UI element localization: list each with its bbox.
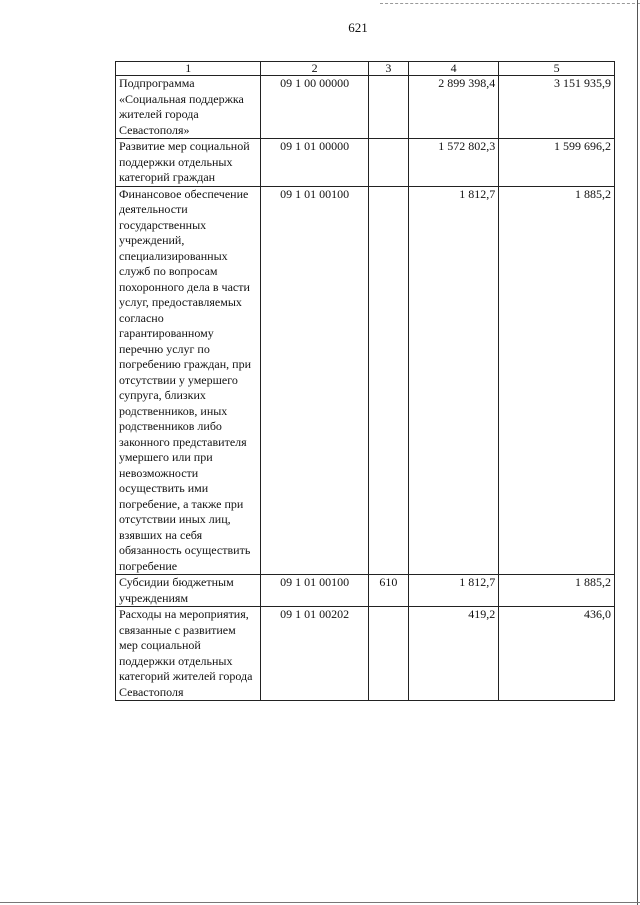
scan-edge-top	[380, 3, 640, 4]
column-header: 4	[409, 62, 499, 76]
row-code-cell: 09 1 01 00100	[261, 186, 368, 575]
table-row	[116, 139, 615, 187]
row-sum2-cell: 1 599 696,2	[499, 139, 615, 187]
scan-edge-right	[637, 0, 638, 905]
table-row	[116, 76, 615, 139]
page-number: 621	[348, 20, 368, 35]
row-sum2-cell: 3 151 935,9	[499, 76, 615, 139]
table-header-row	[116, 62, 615, 76]
row-kvr-cell	[368, 607, 408, 701]
row-code-cell: 09 1 01 00100	[261, 575, 368, 607]
row-name-cell: Расходы на мероприятия, связанные с развитием мер социальной поддержки отдельных категорий жителей города Севастополя	[116, 607, 261, 701]
row-name-cell: Развитие мер социальной поддержки отдельных категорий граждан	[116, 139, 261, 187]
row-sum2-cell: 436,0	[499, 607, 615, 701]
row-sum1-cell: 2 899 398,4	[409, 76, 499, 139]
row-sum2-cell: 1 885,2	[499, 186, 615, 575]
row-code-cell: 09 1 00 00000	[261, 76, 368, 139]
row-kvr-cell: 610	[368, 575, 408, 607]
row-kvr-cell	[368, 139, 408, 187]
column-header: 3	[368, 62, 408, 76]
table-row	[116, 607, 615, 701]
column-header: 1	[116, 62, 261, 76]
column-header: 2	[261, 62, 368, 76]
row-code-cell: 09 1 01 00000	[261, 139, 368, 187]
column-header: 5	[499, 62, 615, 76]
row-name-cell: Финансовое обеспечение деятельности государственных учреждений, специализированных служб по вопросам похоронного дела в части услуг, предоставляемых согласно гарантированному перечню услуг по погребению граждан, при отсутствии у умершего супруга, близких родственников, иных родственников либо законного представителя умершего или при невозможности осуществить ими погребение, а также при отсутствии иных лиц, взявших на себя обязанность осуществить погребение	[116, 186, 261, 575]
row-name-cell: Субсидии бюджетным учреждениям	[116, 575, 261, 607]
row-code-cell: 09 1 01 00202	[261, 607, 368, 701]
budget-table-container	[115, 61, 615, 701]
table-row	[116, 575, 615, 607]
row-sum2-cell: 1 885,2	[499, 575, 615, 607]
row-kvr-cell	[368, 76, 408, 139]
scan-edge-bottom	[0, 902, 640, 903]
budget-table	[115, 61, 615, 701]
row-sum1-cell: 1 812,7	[409, 575, 499, 607]
row-kvr-cell	[368, 186, 408, 575]
table-row	[116, 186, 615, 575]
row-sum1-cell: 1 572 802,3	[409, 139, 499, 187]
row-name-cell: Подпрограмма «Социальная поддержка жителей города Севастополя»	[116, 76, 261, 139]
row-sum1-cell: 419,2	[409, 607, 499, 701]
row-sum1-cell: 1 812,7	[409, 186, 499, 575]
